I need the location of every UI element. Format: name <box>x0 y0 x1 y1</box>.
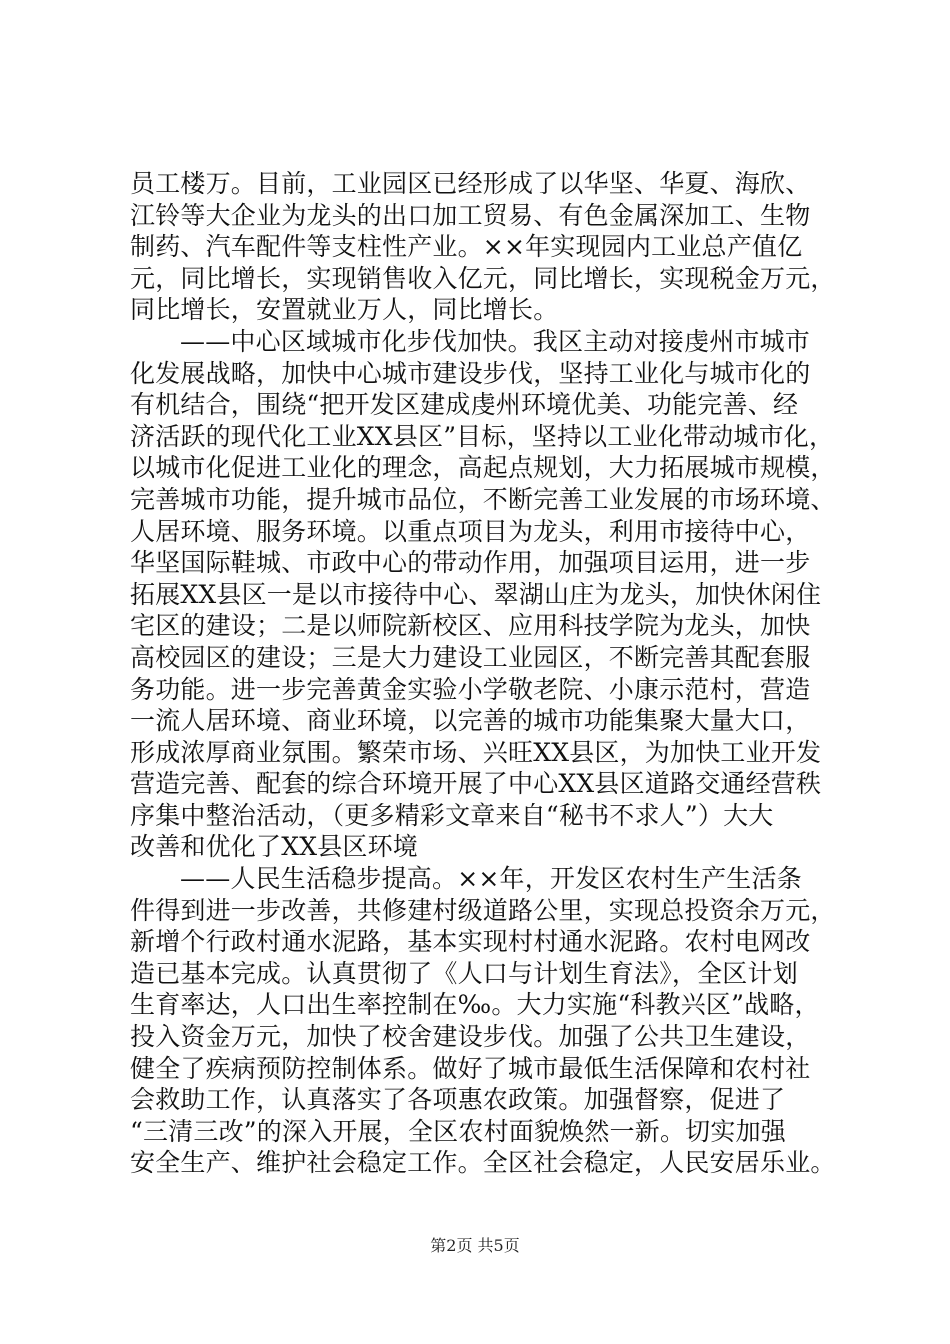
text-line: 化发展战略，加快中心城市建设步伐，坚持工业化与城市化的 <box>130 358 811 388</box>
paragraph-start-line: ——人民生活稳步提高。××年，开发区农村生产生活条 <box>180 864 802 894</box>
text-line: 有机结合，围绕“把开发区建成虔州环境优美、功能完善、经 <box>130 390 799 420</box>
text-line: 改善和优化了XX县区环境 <box>130 832 418 862</box>
text-line: 会救助工作，认真落实了各项惠农政策。加强督察，促进了 <box>130 1085 786 1115</box>
text-line: 一流人居环境、商业环境，以完善的城市功能集聚大量大口， <box>130 706 811 736</box>
text-line: 人居环境、服务环境。以重点项目为龙头，利用市接待中心， <box>130 516 811 546</box>
text-line: 造已基本完成。认真贯彻了《人口与计划生育法》，全区计划 <box>130 958 798 988</box>
text-line: 务功能。进一步完善黄金实验小学敬老院、小康示范村，营造 <box>130 674 811 704</box>
text-line: 完善城市功能，提升城市品位，不断完善工业发展的市场环境、 <box>130 484 836 514</box>
text-line: 员工楼万。目前，工业园区已经形成了以华坚、华夏、海欣、 <box>130 169 811 198</box>
paragraph-start-line: ——中心区域城市化步伐加快。我区主动对接虔州市城市 <box>180 326 811 356</box>
text-line: 形成浓厚商业氛围。繁荣市场、兴旺XX县区，为加快工业开发 <box>130 737 822 767</box>
text-line: 生育率达，人口出生率控制在‰。大力实施“科教兴区”战略， <box>130 990 820 1020</box>
text-line: 同比增长，安置就业万人，同比增长。 <box>130 295 559 325</box>
text-line: 健全了疾病预防控制体系。做好了城市最低生活保障和农村社 <box>130 1053 811 1083</box>
text-line: 江铃等大企业为龙头的出口加工贸易、有色金属深加工、生物 <box>130 200 811 230</box>
text-line: 投入资金万元，加快了校舍建设步伐。加强了公共卫生建设， <box>130 1022 811 1052</box>
document-body <box>130 168 836 1179</box>
text-line: 宅区的建设；二是以师院新校区、应用科技学院为龙头，加快 <box>130 611 811 641</box>
text-line: 营造完善、配套的综合环境开展了中心XX县区道路交通经营秩 <box>130 769 822 799</box>
text-line: 序集中整治活动，（更多精彩文章来自“秘书不求人”）大大 <box>130 800 774 830</box>
text-line: 拓展XX县区一是以市接待中心、翠湖山庄为龙头，加快休闲住 <box>130 579 822 609</box>
text-line: 华坚国际鞋城、市政中心的带动作用，加强项目运用，进一步 <box>130 548 811 578</box>
text-line: 制药、汽车配件等支柱性产业。××年实现园内工业总产值亿 <box>130 232 803 262</box>
text-line: 件得到进一步改善，共修建村级道路公里，实现总投资余万元， <box>130 895 836 925</box>
text-line: 高校园区的建设；三是大力建设工业园区，不断完善其配套服 <box>130 642 811 672</box>
text-line: 以城市化促进工业化的理念，高起点规划，大力拓展城市规模， <box>130 453 836 483</box>
text-line: “三清三改”的深入开展，全区农村面貌焕然一新。切实加强 <box>130 1116 786 1146</box>
text-line: 新增个行政村通水泥路，基本实现村村通水泥路。农村电网改 <box>130 927 811 957</box>
text-line: 济活跃的现代化工业XX县区”目标，坚持以工业化带动城市化， <box>130 421 835 451</box>
text-line: 元，同比增长，实现销售收入亿元，同比增长，实现税金万元， <box>130 263 836 293</box>
text-line: 安全生产、维护社会稳定工作。全区社会稳定，人民安居乐业。 <box>130 1148 836 1178</box>
page-footer: 第2页 共5页 <box>430 1236 520 1255</box>
